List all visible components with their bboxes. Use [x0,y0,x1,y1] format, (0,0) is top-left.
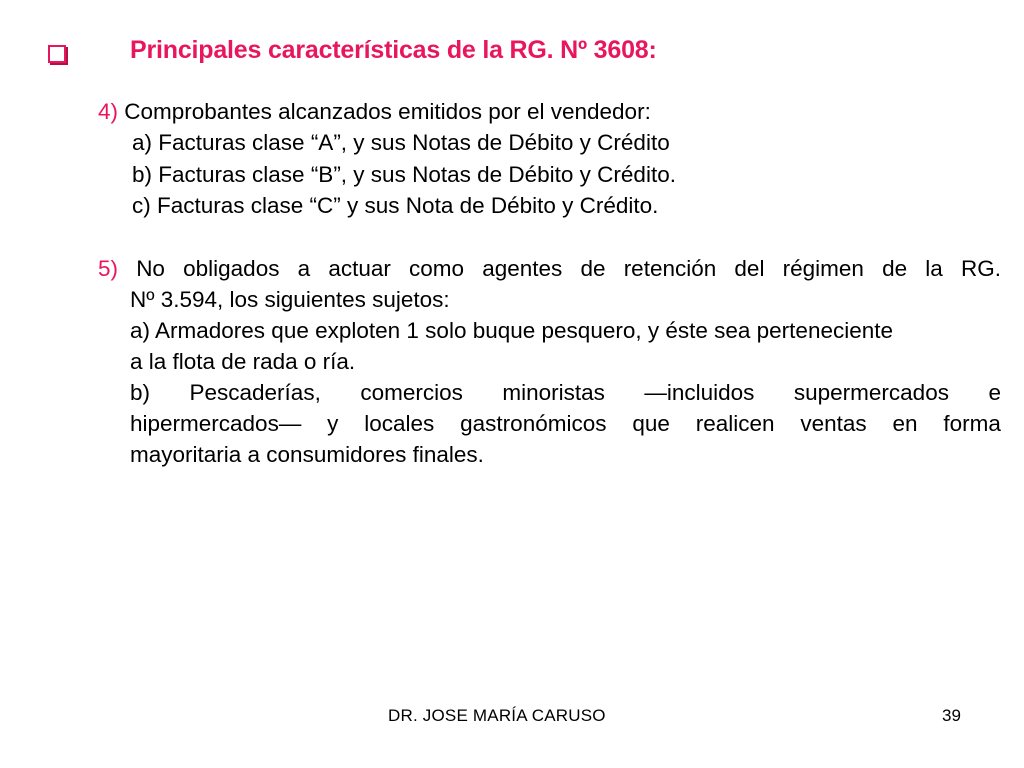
word: ventas [800,411,867,436]
word: régimen [782,256,864,281]
word: la [925,256,943,281]
item-5-line-1 [98,254,1001,284]
word: No [136,256,165,281]
word: realicen [695,411,775,436]
word: como [409,256,465,281]
word: de [882,256,908,281]
item-5-sub-a-line-2: a la flota de rada o ría. [130,349,356,374]
word: obligados [183,256,280,281]
word: —incluidos [644,380,755,405]
word: gastronómicos [460,411,607,436]
word: forma [943,411,1001,436]
word: que [632,411,670,436]
word: e [988,380,1001,405]
word: b) [130,380,151,405]
word: actuar [328,256,391,281]
word: supermercados [793,380,949,405]
item-5-number: 5) [98,256,119,281]
footer-page-number: 39 [942,706,961,725]
word: retención [623,256,717,281]
word: y [327,411,339,436]
footer-author: DR. JOSE MARÍA CARUSO [388,706,606,725]
word: minoristas [502,380,605,405]
item-5-sub-b-line-2 [130,409,1001,439]
item-5-sub-a-line-1: a) Armadores que exploten 1 solo buque pesquero, y éste sea perteneciente [130,318,894,343]
word: comercios [360,380,463,405]
word: de [580,256,606,281]
item-4-number: 4) [98,99,119,124]
word: en [892,411,918,436]
slide-title: Principales características de la RG. Nº 3608: [130,36,657,64]
item-5-sub-b-line-3: mayoritaria a consumidores finales. [130,442,484,467]
word: Pescaderías, [189,380,321,405]
word: del [734,256,765,281]
item-4-sub-b: b) Facturas clase “B”, y sus Notas de Débito y Crédito. [132,162,676,187]
item-4-sub-a: a) Facturas clase “A”, y sus Notas de Débito y Crédito [132,130,670,155]
item-4-text: Comprobantes alcanzados emitidos por el vendedor: [118,99,651,124]
item-5-line-2: Nº 3.594, los siguientes sujetos: [130,287,450,312]
checkbox-bullet-icon [48,45,66,63]
word: locales [364,411,435,436]
word: hipermercados— [130,411,302,436]
item-4-line [98,97,651,127]
heading-row [48,36,748,72]
word: RG. [960,256,1001,281]
word: a [297,256,311,281]
item-4-sub-c: c) Facturas clase “C” y sus Nota de Débito y Crédito. [132,193,659,218]
word: agentes [482,256,563,281]
item-5-sub-b-line-1 [130,378,1001,408]
